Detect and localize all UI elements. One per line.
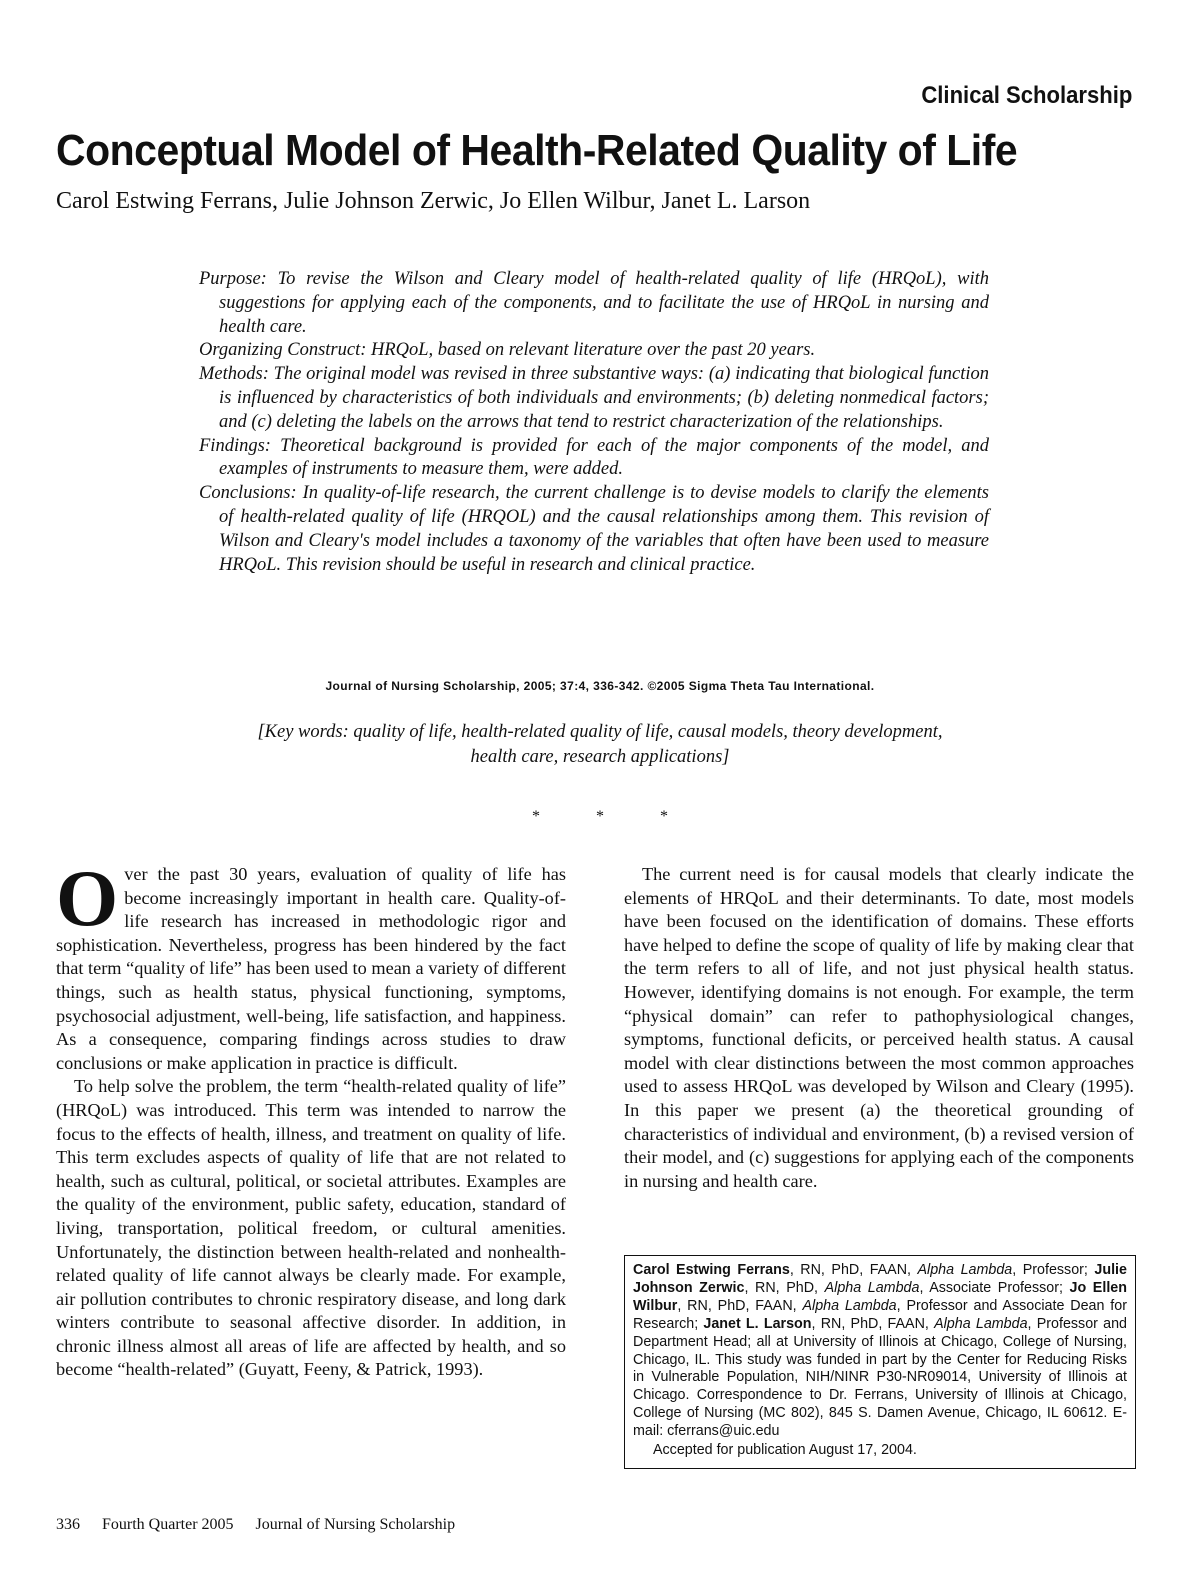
author-1-name: Carol Estwing Ferrans	[633, 1262, 790, 1278]
author-info-box	[624, 1255, 1136, 1469]
body-paragraph-1-text: ver the past 30 years, evaluation of quality of life has become increasingly important in health care. Quality-of-life research has increased in methodologic rigor and sophistication. Nevertheless, progress has been hindered by the fact that term “quality of life” has been used to mean a variety of different things, such as health status, physical functioning, symptoms, psychosocial adjustment, well-being, life satisfaction, and happiness. As a consequence, comparing findings across studies to draw conclusions or make application in practice is difficult.	[56, 864, 566, 1073]
keywords: [Key words: quality of life, health-related quality of life, causal models, theory development, health care, research applications]	[257, 722, 943, 767]
methods-text: The original model was revised in three substantive ways: (a) indicating that biological function is influenced by characteristics of both individuals and environments; (b) deleting nonmedical factors; and (c) deleting the labels on the arrows that tend to restrict characterization of the relationships.	[219, 364, 989, 432]
methods-label: Methods:	[199, 364, 269, 385]
author-2-name: Julie Johnson Zerwic	[633, 1262, 1127, 1296]
author-1-role: , Professor;	[1012, 1262, 1095, 1278]
author-4-chapter: Alpha Lambda	[934, 1315, 1028, 1332]
author-affiliations	[633, 1262, 1127, 1441]
conclusions-label: Conclusions:	[199, 483, 297, 504]
author-1-chapter: Alpha Lambda	[917, 1262, 1013, 1278]
abstract-findings	[199, 435, 989, 483]
journal-name: Journal of Nursing Scholarship	[255, 1516, 456, 1533]
findings-label: Findings:	[199, 435, 271, 456]
abstract-methods	[199, 363, 989, 434]
author-1-credentials: , RN, PhD, FAAN,	[789, 1262, 918, 1278]
drop-cap: O	[56, 855, 119, 943]
abstract-purpose	[199, 268, 989, 339]
author-3-credentials: , RN, PhD, FAAN,	[677, 1297, 803, 1314]
page-number: 336	[56, 1516, 80, 1533]
conclusions-text: In quality-of-life research, the current challenge is to devise models to clarify the elements of health-related quality of life (HRQOL) and the causal relationships among them. This revision of Wilson and Cleary's model includes a taxonomy of the variables that often have been used to measure HRQoL. This revision should be useful in research and clinical practice.	[219, 483, 990, 575]
abstract-conclusions	[199, 482, 989, 577]
author-2-role: , Associate Professor;	[919, 1279, 1070, 1296]
issue-label: Fourth Quarter 2005	[102, 1516, 234, 1533]
author-3-name: Jo Ellen Wilbur	[633, 1279, 1127, 1314]
abstract-construct	[199, 339, 989, 363]
body-column-left	[56, 855, 566, 1382]
body-paragraph-2: To help solve the problem, the term “health-related quality of life” (HRQoL) was introduced. This term was intended to narrow the focus to the effects of health, illness, and treatment on quality of life. This term excludes aspects of quality of life that are not related to health, such as cultural, political, or societal attributes. Examples are the quality of the environment, public safety, education, standard of living, transportation, political freedom, or cultural amenities. Unfortunately, the distinction between health-related and nonhealth-related quality of life cannot always be clearly made. For example, air pollution contributes to chronic respiratory disease, and long dark winters contribute to seasonal affective disorder. In addition, in chronic illness almost all areas of life are affected by health, and so become “health-related” (Guyatt, Feeny, & Patrick, 1993).	[56, 1076, 566, 1380]
acceptance-date: Accepted for publication August 17, 2004.	[653, 1442, 917, 1459]
body-paragraph-1	[56, 855, 566, 1075]
author-3-role: , Professor and Associate Dean for Research;	[633, 1297, 1127, 1332]
author-list: Carol Estwing Ferrans, Julie Johnson Zerwic, Jo Ellen Wilbur, Janet L. Larson	[56, 188, 811, 214]
journal-citation: Journal of Nursing Scholarship, 2005; 37:4, 336-342. ©2005 Sigma Theta Tau International.	[325, 679, 875, 693]
author-4-name: Janet L. Larson	[703, 1315, 812, 1332]
author-2-chapter: Alpha Lambda	[824, 1279, 920, 1296]
findings-text: Theoretical background is provided for each of the major components of the model, and examples of instruments to measure them, were added.	[219, 435, 990, 480]
purpose-label: Purpose:	[199, 269, 267, 289]
body-column-right	[624, 863, 1134, 1193]
abstract	[199, 268, 989, 577]
author-4-role: , Professor and Department Head; all at University of Illinois at Chicago, College of Nursing, Chicago, IL. This study was funded in part by the Center for Reducing Risks in Vulnerable Population, NIH/NINR P30-NR09014, University of Illinois at Chicago. Correspondence to Dr. Ferrans, University of Illinois at Chicago, College of Nursing (MC 802), 845 S. Damen Avenue, Chicago, IL 60612. E-mail: cferrans@uic.edu	[633, 1315, 1127, 1440]
construct-label: Organizing Construct:	[199, 340, 367, 361]
author-2-credentials: , RN, PhD,	[744, 1279, 825, 1296]
author-3-chapter: Alpha Lambda	[802, 1297, 897, 1314]
page-footer	[56, 1516, 477, 1534]
construct-text: HRQoL, based on relevant literature over the past 20 years.	[371, 340, 816, 361]
article-title: Conceptual Model of Health-Related Quality of Life	[56, 126, 1018, 175]
author-4-credentials: , RN, PhD, FAAN,	[811, 1315, 935, 1332]
purpose-text: To revise the Wilson and Cleary model of health-related quality of life (HRQoL), with suggestions for applying each of the components, and to facilitate the use of HRQoL in nursing and health care.	[219, 269, 989, 337]
section-label: Clinical Scholarship	[920, 82, 1132, 109]
body-paragraph-3: The current need is for causal models that clearly indicate the elements of HRQoL and their determinants. To date, most models have been focused on the identification of domains. These efforts have helped to define the scope of quality of life by making clear that the term refers to all of life, and not just physical health status. However, identifying domains is not enough. For example, the term “physical domain” can refer to pathophysiological changes, symptoms, functional deficits, or perceived health status. A causal model with clear distinctions between the most common approaches used to assess HRQoL was developed by Wilson and Cleary (1995). In this paper we present (a) the theoretical grounding of characteristics of individual and environment, (b) a revised version of their model, and (c) suggestions for applying each of the components in nursing and health care.	[624, 864, 1134, 1191]
section-separator: * * *	[532, 808, 668, 825]
